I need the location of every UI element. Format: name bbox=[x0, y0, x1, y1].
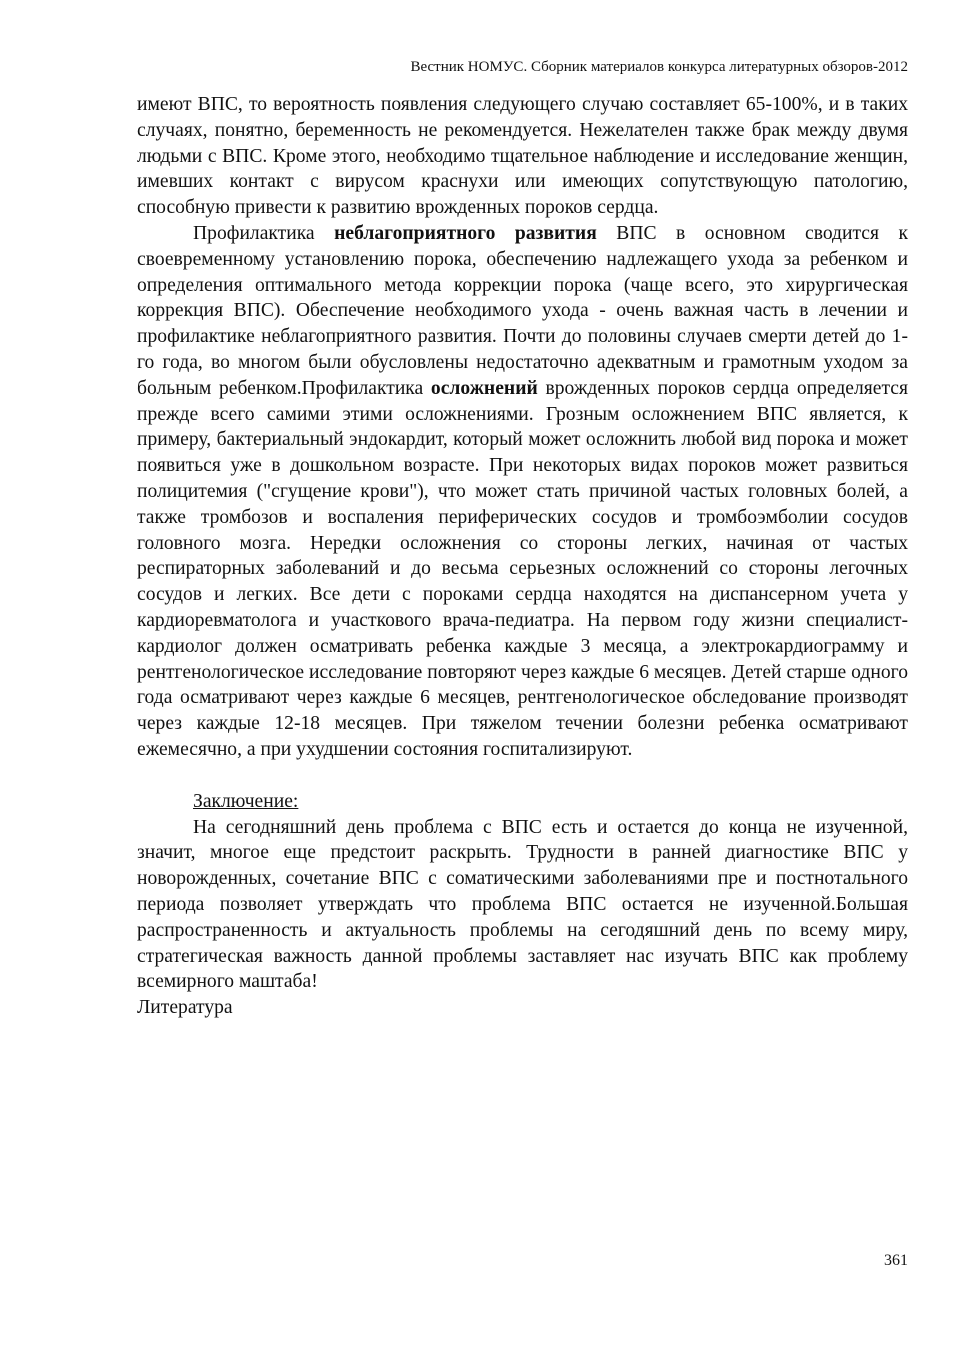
section-heading-literature: Литература bbox=[137, 997, 233, 1019]
paragraph-text: ВПС в основном сводится к своевременному установлению порока, обеспечению надлежащего ухода за ребенком и определения оптимального метода коррекции порока (чаще всего, это хирургическая коррекция ВПС). Обеспечение необходимого ухода - очень важная часть в лечении и профилактике неблагоприятного развития. Почти до половины случаев смерти детей до 1-го года, во многом были обусловлены недостаточно адекватным и грамотным уходом за больным ребенком.Профилактика bbox=[137, 222, 908, 399]
paragraph-spacer bbox=[137, 763, 908, 789]
page-number: 361 bbox=[884, 1252, 908, 1269]
paragraph-prophylaxis bbox=[137, 221, 908, 763]
conclusion-heading-text: Заключение: bbox=[193, 790, 299, 812]
running-header: Вестник НОМУС. Сборник материалов конкурса литературных обзоров-2012 bbox=[410, 59, 908, 75]
bold-term-complications: осложнений bbox=[430, 377, 538, 399]
body-text bbox=[137, 92, 908, 1021]
paragraph-text: врожденных пороков сердца определяется прежде всего самими этими осложнениями. Грозным осложнением ВПС является, к примеру, бактериальный эндокардит, который может осложнить любой вид порока и может появиться уже в дошкольном возрасте. При некоторых видах пороков может развиться полицитемия ("сгущение крови"), что может стать причиной частых головных болей, а также тромбозов и воспаления периферических сосудов и тромбоэмболии сосудов головного мозга. Нередки осложнения со стороны легких, начиная от частых респираторных заболеваний и до весьма серьезных осложнений со стороны легочных сосудов и легких. Все дети с пороками сердца находятся на диспансерном учета у кардиоревматолога и участкового врача-педиатра. На первом году жизни специалист-кардиолог должен осматривать ребенка каждые 3 месяца, а электрокардиограмму и рентгенологическое исследование повторяют через каждые 6 месяцев. Детей старше одного года осматривают через каждые 6 месяцев, рентгенологическое обследование производят через каждые 12-18 месяцев. При тяжелом течении болезни ребенка осматривают ежемесячно, а при ухудшении состояния госпитализируют. bbox=[137, 377, 908, 760]
section-heading-conclusion bbox=[137, 789, 908, 815]
paragraph-continuation: имеют ВПС, то вероятность появления следующего случаю составляет 65-100%, и в таких случаях, понятно, беременность не рекомендуется. Нежелателен также брак между двумя людьми с ВПС. Кроме этого, необходимо тщательное наблюдение и исследование женщин, имевших контакт с вирусом краснухи или имеющих сопутствующую патологию, способную привести к развитию врожденных пороков сердца. bbox=[137, 94, 908, 219]
paragraph-conclusion: На сегодняшний день проблема с ВПС есть и остается до конца не изученной, значит, многое еще предстоит раскрыть. Трудности в ранней диагностике ВПС у новорожденных, сочетание ВПС с соматическими заболеваниями пре и постнотального периода позволяет утверждать что проблема ВПС остается не изученной.Большая распространенность и актуальность проблемы на сегодяшний день по всему миру, стратегическая важность данной проблемы заставляет нас изучать ВПС как проблему всемирного маштаба! bbox=[137, 816, 908, 993]
paragraph-text: Профилактика bbox=[193, 222, 335, 244]
bold-term-unfavorable-development: неблагоприятного развития bbox=[334, 222, 597, 244]
